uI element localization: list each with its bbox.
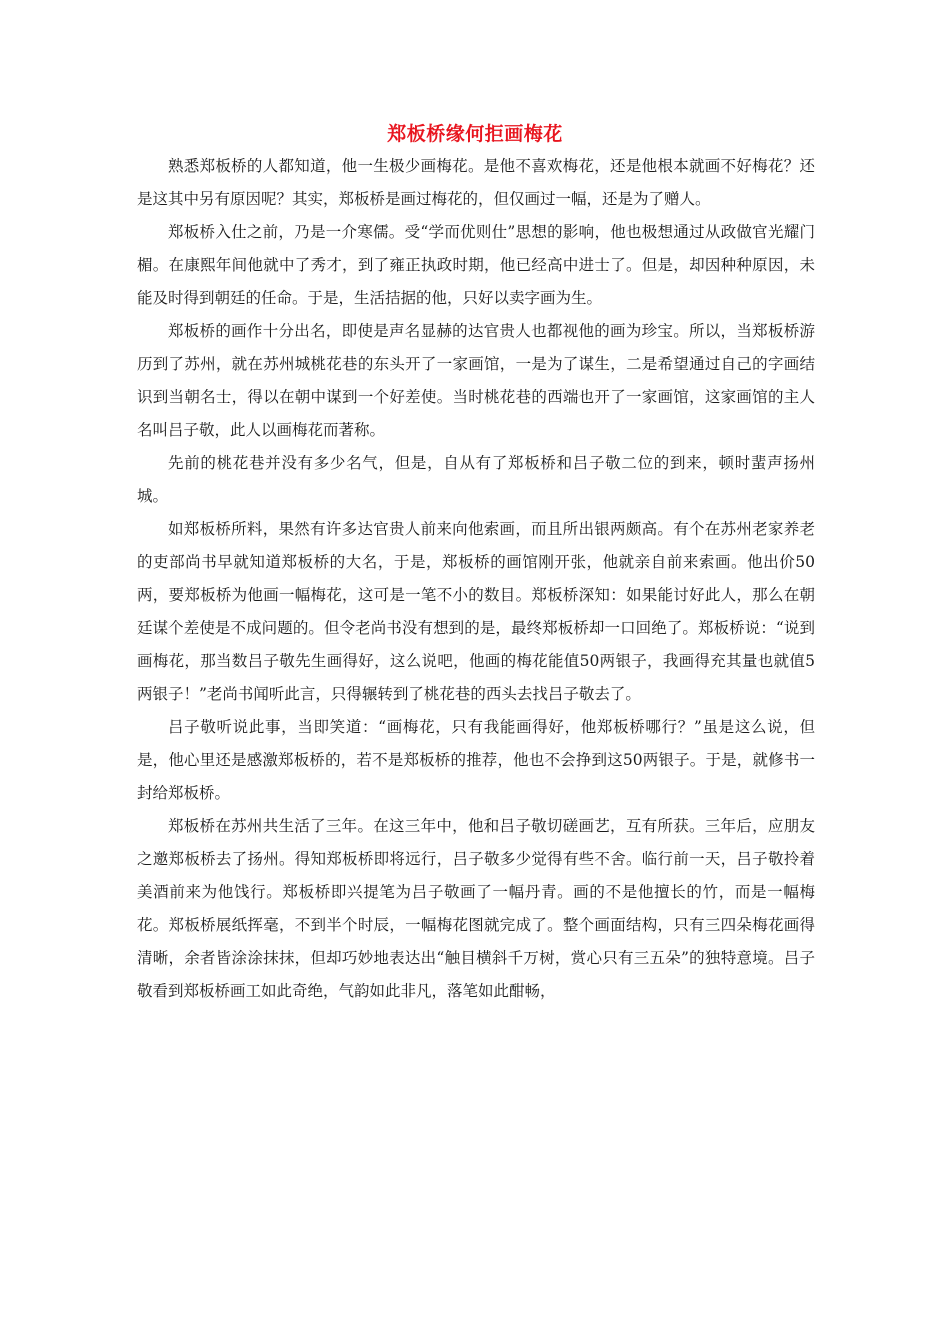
paragraph-2: 郑板桥入仕之前，乃是一介寒儒。受“学而优则仕”思想的影响，他也极想通过从政做官光耀门楣。在康熙年间他就中了秀才，到了雍正执政时期，他已经高中进士了。但是，却因种种原因，未能及时得到朝廷的任命。于是，生活拮据的他，只好以卖字画为生。	[137, 223, 815, 307]
paragraph-7: 郑板桥在苏州共生活了三年。在这三年中，他和吕子敬切磋画艺，互有所获。三年后，应朋友之邀郑板桥去了扬州。得知郑板桥即将远行，吕子敬多少觉得有些不舍。临行前一天，吕子敬拎着美酒前来为他饯行。郑板桥即兴提笔为吕子敬画了一幅丹青。画的不是他擅长的竹，而是一幅梅花。郑板桥展纸挥毫，不到半个时辰，一幅梅花图就完成了。整个画面结构，只有三四朵梅花画得清晰，余者皆涂涂抹抹，但却巧妙地表达出“触目横斜千万树，赏心只有三五朵”的独特意境。吕子敬看到郑板桥画工如此奇绝，气韵如此非凡，落笔如此酣畅，	[137, 817, 815, 1000]
document-title: 郑板桥缘何拒画梅花	[387, 123, 563, 145]
paragraph-4: 先前的桃花巷并没有多少名气，但是，自从有了郑板桥和吕子敬二位的到来，顿时蜚声扬州城。	[137, 454, 815, 505]
paragraph-6: 吕子敬听说此事，当即笑道：“画梅花，只有我能画得好，他郑板桥哪行？”虽是这么说，但是，他心里还是感激郑板桥的，若不是郑板桥的推荐，他也不会挣到这50两银子。于是，就修书一封给郑板桥。	[137, 718, 815, 802]
document-body	[137, 150, 815, 1008]
paragraph-1: 熟悉郑板桥的人都知道，他一生极少画梅花。是他不喜欢梅花，还是他根本就画不好梅花？还是这其中另有原因呢？其实，郑板桥是画过梅花的，但仅画过一幅，还是为了赠人。	[137, 157, 815, 208]
paragraph-3: 郑板桥的画作十分出名，即使是声名显赫的达官贵人也都视他的画为珍宝。所以，当郑板桥游历到了苏州，就在苏州城桃花巷的东头开了一家画馆，一是为了谋生，二是希望通过自己的字画结识到当朝名士，得以在朝中谋到一个好差使。当时桃花巷的西端也开了一家画馆，这家画馆的主人名叫吕子敬，此人以画梅花而著称。	[137, 322, 815, 439]
paragraph-5: 如郑板桥所料，果然有许多达官贵人前来向他索画，而且所出银两颇高。有个在苏州老家养老的吏部尚书早就知道郑板桥的大名，于是，郑板桥的画馆刚开张，他就亲自前来索画。他出价50两，要郑板桥为他画一幅梅花，这可是一笔不小的数目。郑板桥深知：如果能讨好此人，那么在朝廷谋个差使是不成问题的。但令老尚书没有想到的是，最终郑板桥却一口回绝了。郑板桥说：“说到画梅花，那当数吕子敬先生画得好，这么说吧，他画的梅花能值50两银子，我画得充其量也就值5两银子！”老尚书闻听此言，只得辗转到了桃花巷的西头去找吕子敬去了。	[137, 520, 815, 703]
